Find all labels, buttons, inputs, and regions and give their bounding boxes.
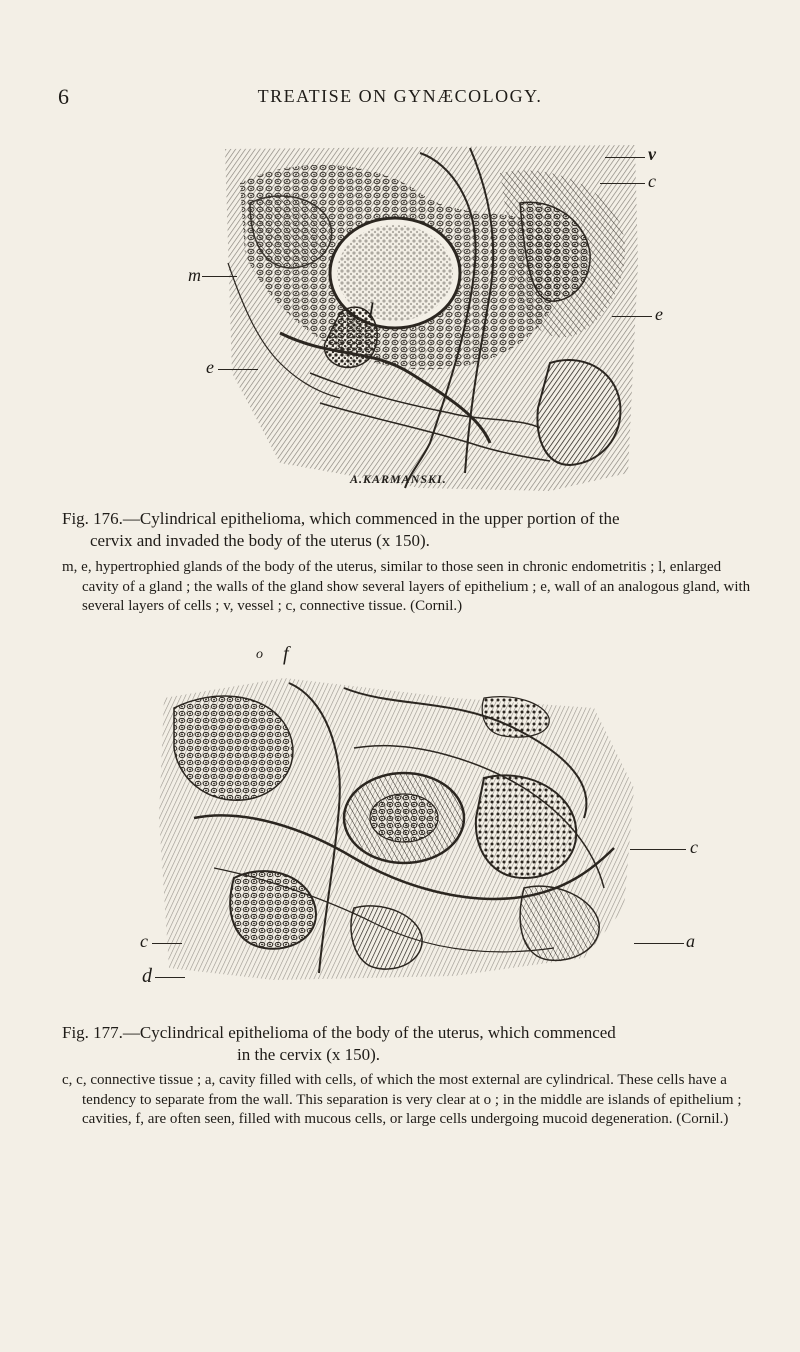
- fig177-label-d: d: [142, 965, 152, 987]
- figure-177-caption-line1: Fig. 177.—Cyclindrical epithelioma of the body of the uterus, which commenced: [62, 1023, 616, 1042]
- figure-177-caption-line2: in the cervix (x 150).: [237, 1045, 381, 1064]
- fig176-engraver-signature: A.KARMANSKI.: [350, 472, 447, 486]
- running-head: TREATISE ON GYNÆCOLOGY.: [257, 86, 543, 106]
- fig176-leader-m: [202, 276, 237, 277]
- fig177-leader-d: [155, 977, 185, 978]
- fig176-leader-e-right: [612, 316, 652, 317]
- fig176-label-m: m: [188, 265, 201, 285]
- fig177-leader-c-left: [152, 943, 182, 944]
- fig177-label-f: f: [283, 643, 289, 665]
- fig176-label-e-left: e: [206, 357, 214, 377]
- fig176-leader-c: [600, 183, 645, 184]
- figure-176-caption-body: [62, 558, 752, 617]
- fig177-label-o: o: [256, 647, 263, 662]
- figure-176-caption-title: [62, 508, 752, 552]
- fig176-leader-e-left: [218, 369, 258, 370]
- figure-176-caption-line1: Fig. 176.—Cylindrical epithelioma, which commenced in the upper portion of the: [62, 509, 620, 528]
- fig177-label-c-left: c: [140, 931, 148, 951]
- fig177-label-a: a: [686, 931, 695, 951]
- figure-177-caption-title: [62, 1022, 752, 1066]
- page-number: 6: [58, 84, 70, 109]
- figure-177-caption-body: [62, 1071, 752, 1130]
- fig177-label-c-right: c: [690, 837, 698, 857]
- figure-177-legend: c, c, connective tissue ; a, cavity filled with cells, of which the most external are cylindrical. These cells have a tendency to separate from the wall. This separation is very clear at o ; in the middle are islands of epithelium ; cavities, f, are often seen, filled with mucous cells, or large cells undergoing mucoid degeneration. (Cornil.): [62, 1072, 742, 1127]
- fig177-leader-a: [634, 943, 684, 944]
- fig177-leader-c-right: [630, 849, 686, 850]
- figure-176-legend: m, e, hypertrophied glands of the body of the uterus, similar to those seen in chronic endometritis ; l, enlarged cavity of a gland ; the walls of the gland show several layers of epithelium ; e, wall of an analogous gland, with several layers of cells ; v, vessel ; c, connective tissue. (Cornil.): [62, 559, 751, 614]
- figure-176-illustration: [220, 143, 640, 493]
- figure-176-caption-line2: cervix and invaded the body of the uterus (x 150).: [90, 531, 430, 550]
- fig176-label-c: c: [648, 171, 656, 191]
- fig176-label-l: l: [368, 298, 375, 323]
- fig176-label-e-right: e: [655, 304, 663, 324]
- figure-177-illustration: [154, 668, 654, 983]
- fig176-leader-v: [605, 157, 645, 158]
- fig176-label-v: v: [648, 144, 656, 164]
